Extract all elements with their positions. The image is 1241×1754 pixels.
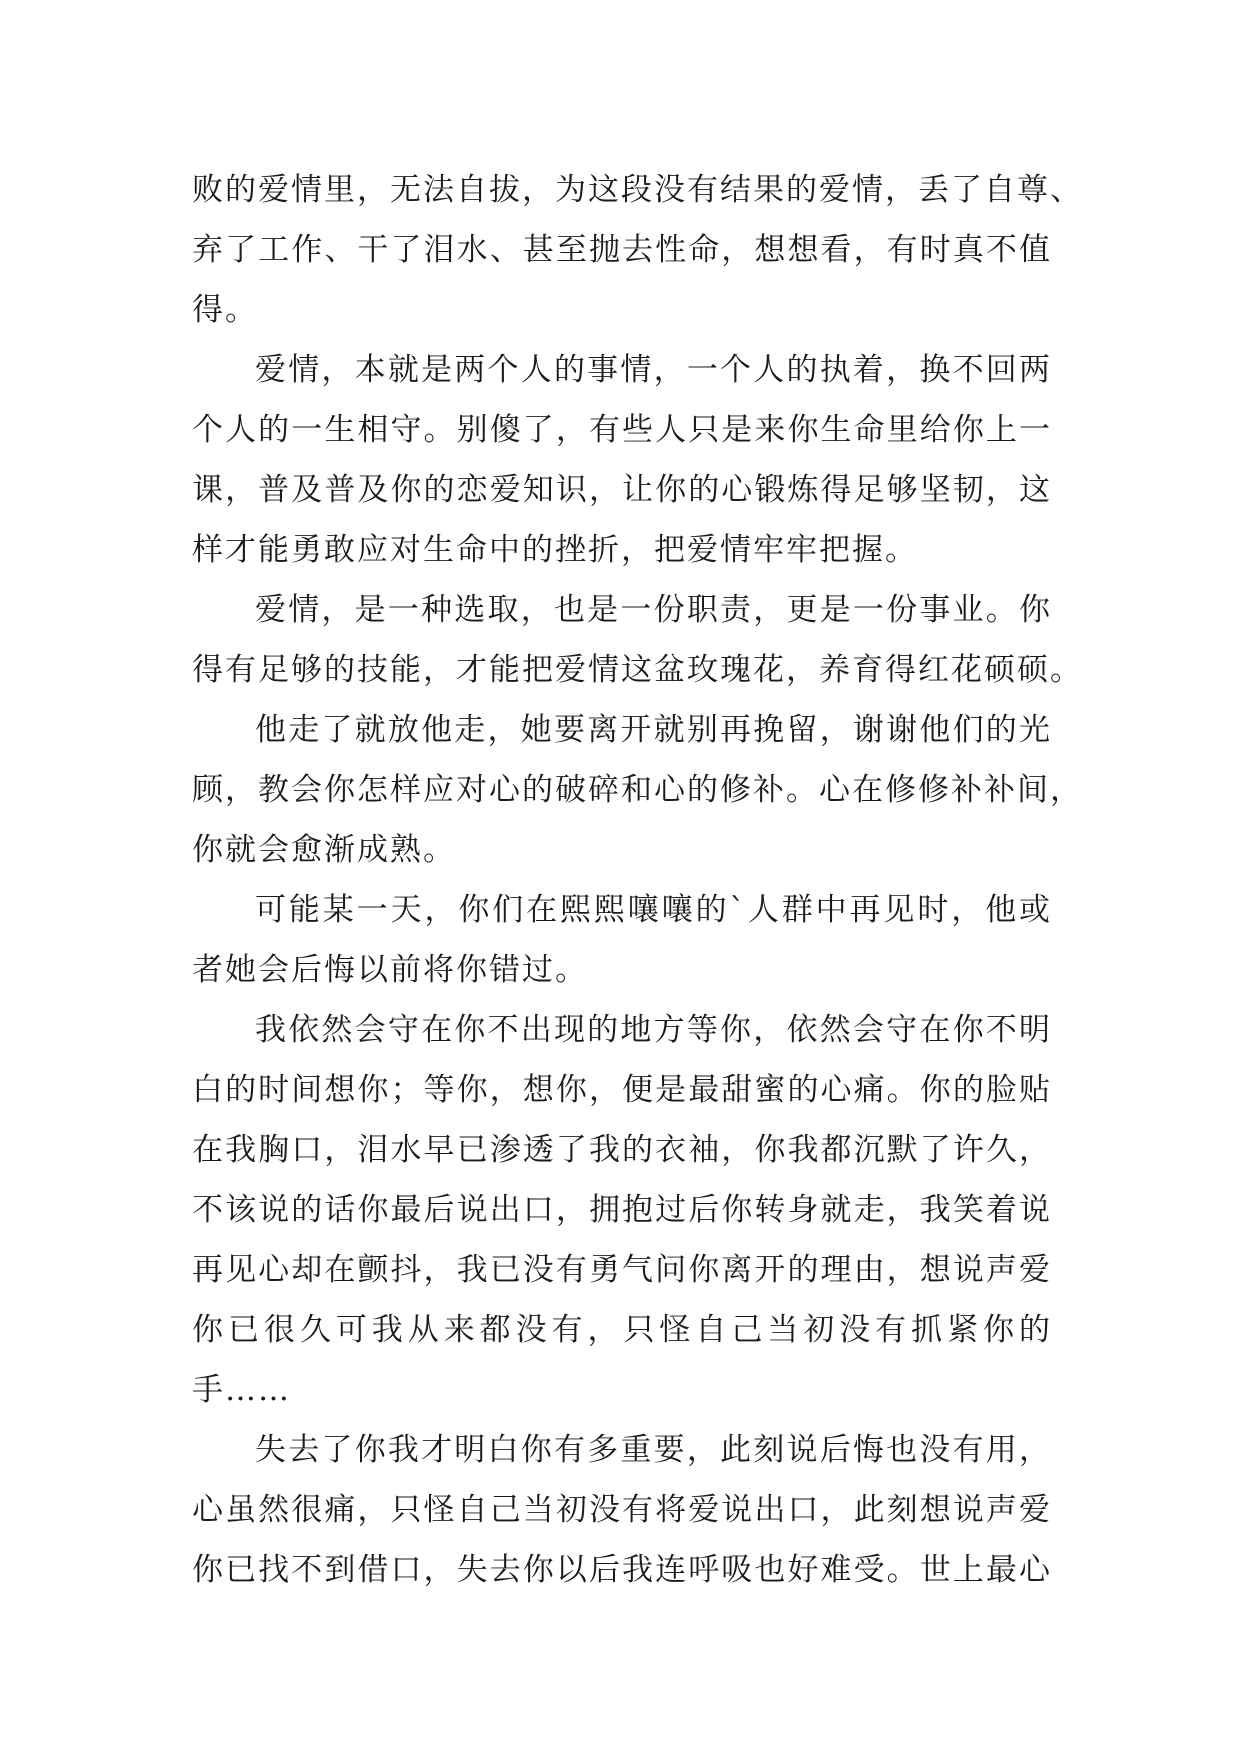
text-line: 白的时间想你；等你，想你，便是最甜蜜的心痛。你的脸贴 <box>192 1072 1052 1108</box>
text-line: 样才能勇敢应对生命中的挫折，把爱情牢牢把握。 <box>192 532 918 568</box>
paragraph-first-line: 爱情，是一种选取，也是一份职责，更是一份事业。你 <box>255 592 1052 628</box>
text-line: 得。 <box>192 292 258 328</box>
text-line: 得有足够的技能，才能把爱情这盆玫瑰花，养育得红花硕硕。 <box>192 652 1083 688</box>
paragraph-first-line: 我依然会守在你不出现的地方等你，依然会守在你不明 <box>255 1012 1052 1048</box>
paragraph-first-line: 他走了就放他走，她要离开就别再挽留，谢谢他们的光 <box>255 712 1052 748</box>
text-line: 再见心却在颤抖，我已没有勇气问你离开的理由，想说声爱 <box>192 1252 1052 1288</box>
paragraph-first-line: 可能某一天，你们在熙熙嚷嚷的`人群中再见时，他或 <box>255 892 1052 928</box>
text-line: 手…… <box>192 1372 291 1408</box>
text-line: 顾，教会你怎样应对心的破碎和心的修补。心在修修补补间， <box>192 772 1083 808</box>
paragraph-first-line: 失去了你我才明白你有多重要，此刻说后悔也没有用， <box>255 1432 1052 1468</box>
text-line: 个人的一生相守。别傻了，有些人只是来你生命里给你上一 <box>192 412 1052 448</box>
text-line: 课，普及普及你的恋爱知识，让你的心锻炼得足够坚韧，这 <box>192 472 1052 508</box>
text-line: 者她会后悔以前将你错过。 <box>192 952 588 988</box>
text-line: 你已找不到借口，失去你以后我连呼吸也好难受。世上最心 <box>192 1552 1052 1588</box>
text-line: 心虽然很痛，只怪自己当初没有将爱说出口，此刻想说声爱 <box>192 1492 1052 1528</box>
text-line: 你已很久可我从来都没有，只怪自己当初没有抓紧你的 <box>192 1312 1052 1348</box>
text-line: 弃了工作、干了泪水、甚至抛去性命，想想看，有时真不值 <box>192 232 1052 268</box>
text-line: 你就会愈渐成熟。 <box>192 832 456 868</box>
paragraph-first-line: 爱情，本就是两个人的事情，一个人的执着，换不回两 <box>255 352 1052 388</box>
text-line: 在我胸口，泪水早已渗透了我的衣袖，你我都沉默了许久， <box>192 1132 1052 1168</box>
text-line: 不该说的话你最后说出口，拥抱过后你转身就走，我笑着说 <box>192 1192 1052 1228</box>
text-line: 败的爱情里，无法自拔，为这段没有结果的爱情，丢了自尊、 <box>192 172 1083 208</box>
document-body <box>192 160 1083 1600</box>
